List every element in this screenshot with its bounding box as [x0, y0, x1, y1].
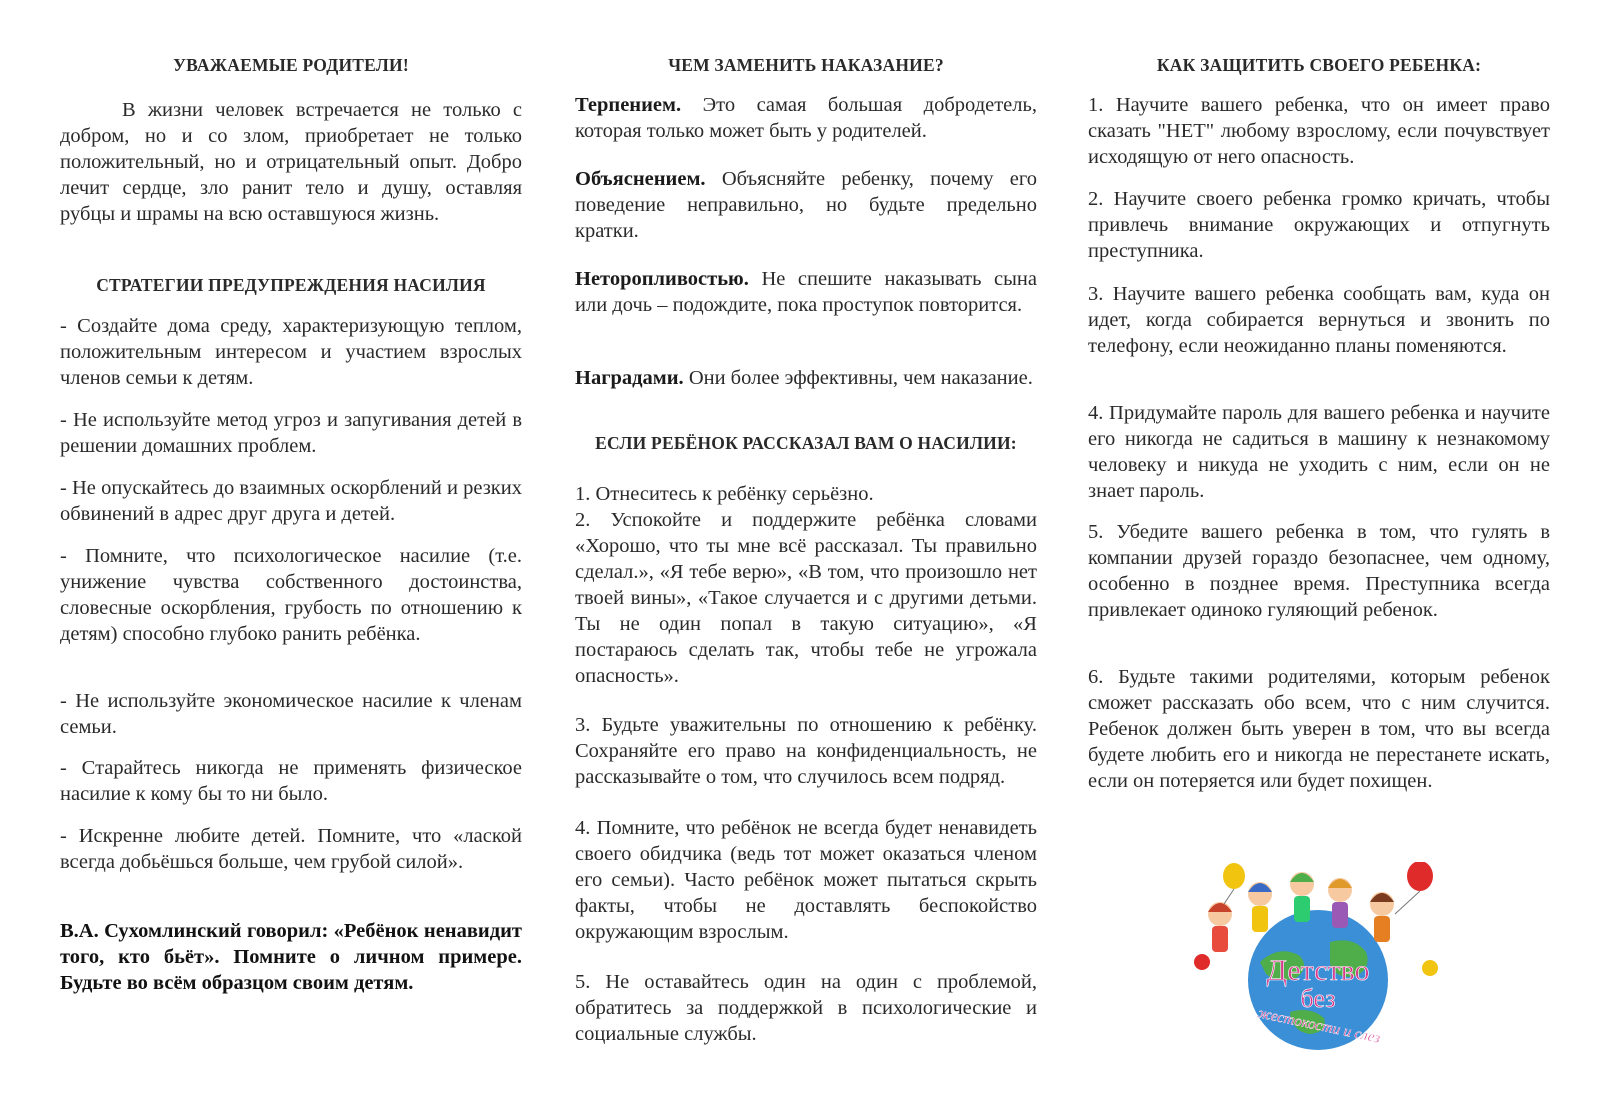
- logo-text-childhood: Детство: [1266, 954, 1370, 987]
- protect-heading: КАК ЗАЩИТИТЬ СВОЕГО РЕБЕНКА:: [1156, 55, 1482, 75]
- protect-item: 4. Придумайте пароль для вашего ребенка и научите его никогда не садиться в машину к незнакомому человеку и никуда не уходить с ним, если он не знает пароль.: [1088, 402, 1550, 502]
- alternative-term: Неторопливостью.: [575, 268, 749, 290]
- strategy-item: - Не опускайтесь до взаимных оскорблений и резких обвинений в адрес друг друга и детей.: [60, 477, 522, 525]
- punishment-heading: ЧЕМ ЗАМЕНИТЬ НАКАЗАНИЕ?: [668, 55, 944, 75]
- strategy-item: - Искренне любите детей. Помните, что «лаской всегда добьёшься больше, чем грубой силой».: [60, 825, 522, 873]
- childhood-logo-graphic: [1190, 862, 1445, 1052]
- protect-item: 5. Убедите вашего ребенка в том, что гулять в компании друзей гораздо безопаснее, чем одному, особенно в позднее время. Преступника всегда привлекает одиноко гуляющий ребенок.: [1088, 521, 1550, 621]
- alternative-term: Терпением.: [575, 94, 682, 116]
- alternative-item: [575, 365, 1037, 391]
- logo-text-without: без: [1300, 984, 1336, 1013]
- parents-heading: УВАЖАЕМЫЕ РОДИТЕЛИ!: [173, 55, 409, 75]
- strategies-heading: СТРАТЕГИИ ПРЕДУПРЕЖДЕНИЯ НАСИЛИЯ: [96, 275, 486, 295]
- alternative-text: Это самая большая добродетель, которая только может быть у родителей.: [575, 94, 1037, 142]
- alternative-text: Объясняйте ребенку, почему его поведение неправильно, но будьте предельно кратки.: [575, 168, 1037, 242]
- intro-paragraph: В жизни человек встречается не только с добром, но и со злом, приобретает не только положительный, но и отрицательный опыт. Добро лечит сердце, зло ранит тело и душу, оставляя рубцы и шрамы на всю оставшуюся жизнь.: [60, 99, 522, 225]
- protect-item: 6. Будьте такими родителями, которым ребенок сможет рассказать обо всем, что с ним случится. Ребенок должен быть уверен в том, что вы всегда будете любить его и никогда не перестанете искать, если он потеряется или будет похищен.: [1088, 666, 1550, 792]
- strategy-item: - Помните, что психологическое насилие (т.е. унижение чувства собственного достоинства, словесные оскорбления, грубость по отношению к детям) способно глубоко ранить ребёнка.: [60, 545, 522, 645]
- alternative-item: [575, 266, 1037, 318]
- told-item: 1. Отнеситесь к ребёнку серьёзно.: [575, 483, 874, 505]
- told-item: 2. Успокойте и поддержите ребёнка словами «Хорошо, что ты мне всё рассказал. Ты правильно сделал.», «Я тебе верю», «В том, что произошло нет твоей вины», «Такое случается и с другими детьми. Ты не один попал в такую ситуацию», «Я постараюсь сделать так, чтобы тебе не угрожала опасность».: [575, 509, 1037, 687]
- alternative-item: [575, 92, 1037, 144]
- logo-text-cruelty: жестокости и слез: [1256, 1005, 1382, 1047]
- strategy-item: - Не используйте экономическое насилие к членам семьи.: [60, 690, 522, 738]
- protect-item: 1. Научите вашего ребенка, что он имеет право сказать "НЕТ" любому взрослому, если почувствует исходящую от него опасность.: [1088, 94, 1550, 168]
- strategy-item: - Старайтесь никогда не применять физическое насилие к кому бы то ни было.: [60, 757, 522, 805]
- alternative-term: Наградами.: [575, 367, 684, 389]
- alternative-text: Не спешите наказывать сына или дочь – подождите, пока проступок повторится.: [575, 268, 1037, 316]
- sukhomlinsky-quote: В.А. Сухомлинский говорил: «Ребёнок ненавидит того, кто бьёт». Помните о личном примере. Будьте во всём образцом своим детям.: [60, 920, 522, 994]
- alternative-item: [575, 166, 1037, 244]
- alternative-text: Они более эффективны, чем наказание.: [683, 367, 1033, 389]
- childhood-logo: [1190, 862, 1445, 1052]
- strategy-item: - Создайте дома среду, характеризующую теплом, положительным интересом и участием взрослых членов семьи к детям.: [60, 315, 522, 389]
- if-child-told-heading: ЕСЛИ РЕБЁНОК РАССКАЗАЛ ВАМ О НАСИЛИИ:: [595, 433, 1017, 453]
- alternative-term: Объяснением.: [575, 168, 706, 190]
- told-item: 3. Будьте уважительны по отношению к ребёнку. Сохраняйте его право на конфиденциальность, не рассказывайте о том, что случилось всем подряд.: [575, 714, 1037, 788]
- told-item: 4. Помните, что ребёнок не всегда будет ненавидеть своего обидчика (ведь тот может оказаться членом его семьи). Часто ребёнок может пытаться скрыть факты, чтобы не доставлять беспокойство окружающим взрослым.: [575, 817, 1037, 943]
- told-item: 5. Не оставайтесь один на один с проблемой, обратитесь за поддержкой в психологические и социальные службы.: [575, 971, 1037, 1045]
- strategy-item: - Не используйте метод угроз и запугивания детей в решении домашних проблем.: [60, 409, 522, 457]
- protect-item: 3. Научите вашего ребенка сообщать вам, куда он идет, когда собирается вернуться и звонить по телефону, если неожиданно планы поменяются.: [1088, 283, 1550, 357]
- protect-item: 2. Научите своего ребенка громко кричать, чтобы привлечь внимание окружающих и отпугнуть преступника.: [1088, 188, 1550, 262]
